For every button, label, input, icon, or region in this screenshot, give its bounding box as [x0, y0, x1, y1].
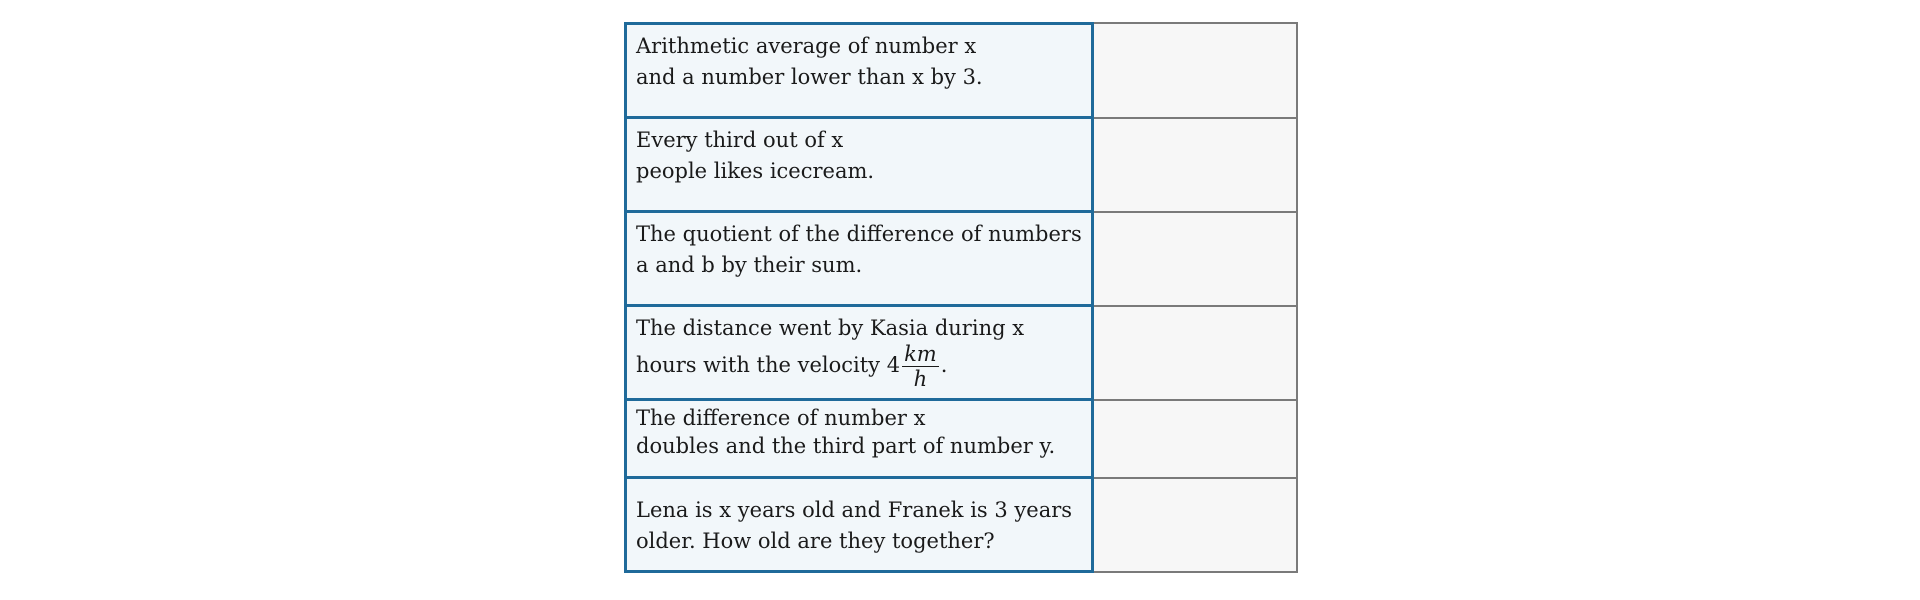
- prompt-line: older. How old are they together?: [636, 529, 995, 553]
- prompt-line: The quotient of the difference of numbers: [636, 222, 1082, 246]
- table-row: [624, 213, 1298, 307]
- prompt-line: [636, 342, 1083, 391]
- prompt-cell: [624, 307, 1094, 401]
- answer-cell[interactable]: [1094, 401, 1298, 479]
- prompt-cell: [624, 401, 1094, 479]
- velocity-fraction: [902, 342, 939, 391]
- prompt-line: The distance went by Kasia during x: [636, 316, 1025, 340]
- prompt-cell: [624, 479, 1094, 573]
- answer-cell[interactable]: [1094, 307, 1298, 401]
- prompt-line: a and b by their sum.: [636, 253, 863, 277]
- answer-cell[interactable]: [1094, 213, 1298, 307]
- prompt-line: Lena is x years old and Franek is 3 years: [636, 498, 1073, 522]
- table-row: [624, 22, 1298, 119]
- answer-cell[interactable]: [1094, 22, 1298, 119]
- prompt-cell: [624, 119, 1094, 213]
- fraction-numerator: km: [904, 342, 937, 366]
- prompt-line: doubles and the third part of number y.: [636, 434, 1056, 458]
- answer-cell[interactable]: [1094, 479, 1298, 573]
- prompt-line: Every third out of x: [636, 128, 844, 152]
- answer-cell[interactable]: [1094, 119, 1298, 213]
- prompt-text: hours with the velocity 4: [636, 353, 901, 377]
- prompt-line: people likes icecream.: [636, 159, 875, 183]
- prompt-line: The difference of number x: [636, 406, 926, 430]
- prompt-cell: [624, 22, 1094, 119]
- table-row: [624, 479, 1298, 573]
- prompt-cell: [624, 213, 1094, 307]
- prompt-line: and a number lower than x by 3.: [636, 65, 983, 89]
- prompt-line: Arithmetic average of number x: [636, 34, 977, 58]
- table-row: [624, 119, 1298, 213]
- prompt-text: .: [940, 353, 948, 377]
- expression-table: [624, 22, 1298, 573]
- table-row: [624, 307, 1298, 401]
- table-row: [624, 401, 1298, 479]
- fraction-denominator: h: [913, 367, 928, 391]
